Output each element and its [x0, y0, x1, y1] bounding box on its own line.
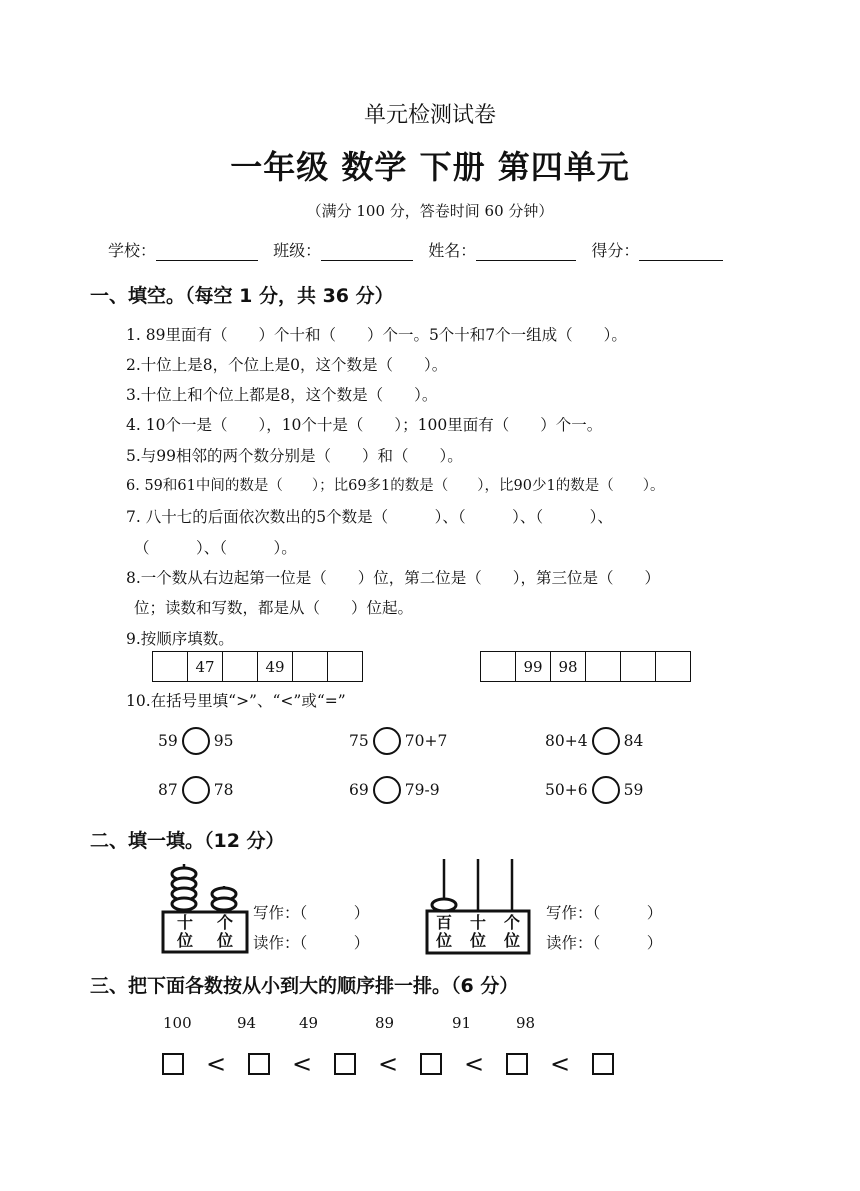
sequence-cell[interactable]: [585, 651, 621, 682]
question-5: 5.与99相邻的两个数分别是（ ）和（ ）。: [126, 447, 463, 465]
sequence-cell[interactable]: [292, 651, 328, 682]
answer-box[interactable]: [334, 1053, 356, 1075]
student-info-row: [108, 238, 733, 261]
question-1: 1. 89里面有（ ）个十和（ ）个一。5个十和7个一组成（ ）。: [126, 326, 627, 344]
sequence-cell: 98: [550, 651, 586, 682]
read-as-label-2: 读作：（ ）: [546, 934, 663, 952]
less-than-symbol: <: [463, 1050, 485, 1078]
sequence-cell[interactable]: [152, 651, 188, 682]
number-item: 89: [375, 1014, 395, 1032]
less-than-symbol: <: [549, 1050, 571, 1078]
answer-circle[interactable]: [373, 776, 401, 804]
section3-title: 三、把下面各数按从小到大的顺序排一排。（6 分）: [90, 975, 519, 997]
question-2: 2.十位上是8，个位上是0，这个数是（ ）。: [126, 356, 448, 374]
exam-subtitle: 单元检测试卷: [363, 103, 496, 128]
answer-circle[interactable]: [182, 776, 210, 804]
sequence-cell: 99: [515, 651, 551, 682]
answer-circle[interactable]: [592, 776, 620, 804]
compare-item: 69 79-9: [349, 776, 440, 804]
compare-item: 50+6 59: [545, 776, 643, 804]
compare-item: 75 70+7: [349, 727, 447, 755]
less-than-symbol: <: [205, 1050, 227, 1078]
answer-circle[interactable]: [373, 727, 401, 755]
exam-title: 一年级 数学 下册 第四单元: [230, 148, 630, 186]
number-item: 94: [237, 1014, 257, 1032]
abacus-ones-label: 个 位: [216, 913, 233, 950]
answer-box[interactable]: [162, 1053, 184, 1075]
sequence-cell[interactable]: [655, 651, 691, 682]
sequence-cell[interactable]: [327, 651, 363, 682]
answer-circle[interactable]: [592, 727, 620, 755]
abacus-tens-label: 十 位: [469, 913, 486, 950]
compare-item: 80+4 84: [545, 727, 643, 755]
question-9: 9.按顺序填数。: [126, 630, 234, 648]
sequence-cell: 49: [257, 651, 293, 682]
sequence-grid-left: [153, 651, 363, 682]
question-8: 8.一个数从右边起第一位是（ ）位，第二位是（ ），第三位是（ ）: [126, 569, 661, 587]
number-item: 91: [452, 1014, 472, 1032]
number-item: 100: [163, 1014, 192, 1032]
answer-box[interactable]: [248, 1053, 270, 1075]
question-6: 6. 59和61中间的数是（ ）；比69多1的数是（ ），比90少1的数是（ ）。: [126, 478, 665, 494]
compare-item: 59 95: [158, 727, 233, 755]
sequence-cell[interactable]: [620, 651, 656, 682]
sequence-cell[interactable]: [480, 651, 516, 682]
number-item: 49: [299, 1014, 319, 1032]
school-field[interactable]: 学校：: [108, 238, 258, 261]
abacus-hundreds-label: 百 位: [435, 913, 452, 950]
question-8-cont: 位；读数和写数，都是从（ ）位起。: [134, 599, 414, 617]
write-as-label-1: 写作：（ ）: [253, 904, 370, 922]
abacus-ones-label: 个 位: [503, 913, 520, 950]
question-10: 10.在括号里填“>”、“<”或“=”: [126, 692, 346, 710]
section2-title: 二、填一填。（12 分）: [90, 830, 285, 852]
answer-box[interactable]: [592, 1053, 614, 1075]
sequence-cell: 47: [187, 651, 223, 682]
number-item: 98: [516, 1014, 536, 1032]
compare-item: 87 78: [158, 776, 233, 804]
exam-note: （满分 100 分，答卷时间 60 分钟）: [306, 202, 554, 220]
less-than-symbol: <: [291, 1050, 313, 1078]
ordering-row: [162, 1050, 614, 1078]
sequence-cell[interactable]: [222, 651, 258, 682]
read-as-label-1: 读作：（ ）: [253, 934, 370, 952]
number-list: [163, 1013, 580, 1032]
answer-circle[interactable]: [182, 727, 210, 755]
section1-title: 一、填空。（每空 1 分，共 36 分）: [90, 285, 394, 307]
score-field[interactable]: 得分：: [591, 238, 723, 261]
less-than-symbol: <: [377, 1050, 399, 1078]
question-7: 7. 八十七的后面依次数出的5个数是（ ）、（ ）、（ ）、: [126, 508, 613, 526]
answer-box[interactable]: [506, 1053, 528, 1075]
sequence-grid-right: [481, 651, 691, 682]
answer-box[interactable]: [420, 1053, 442, 1075]
abacus-tens-label: 十 位: [176, 913, 193, 950]
question-4: 4. 10个一是（ ），10个十是（ ）；100里面有（ ）个一。: [126, 416, 603, 434]
write-as-label-2: 写作：（ ）: [546, 904, 663, 922]
name-field[interactable]: 姓名：: [428, 238, 576, 261]
question-3: 3.十位上和个位上都是8，这个数是（ ）。: [126, 386, 438, 404]
class-field[interactable]: 班级：: [273, 238, 413, 261]
question-7-cont: （ ）、（ ）。: [134, 539, 297, 557]
